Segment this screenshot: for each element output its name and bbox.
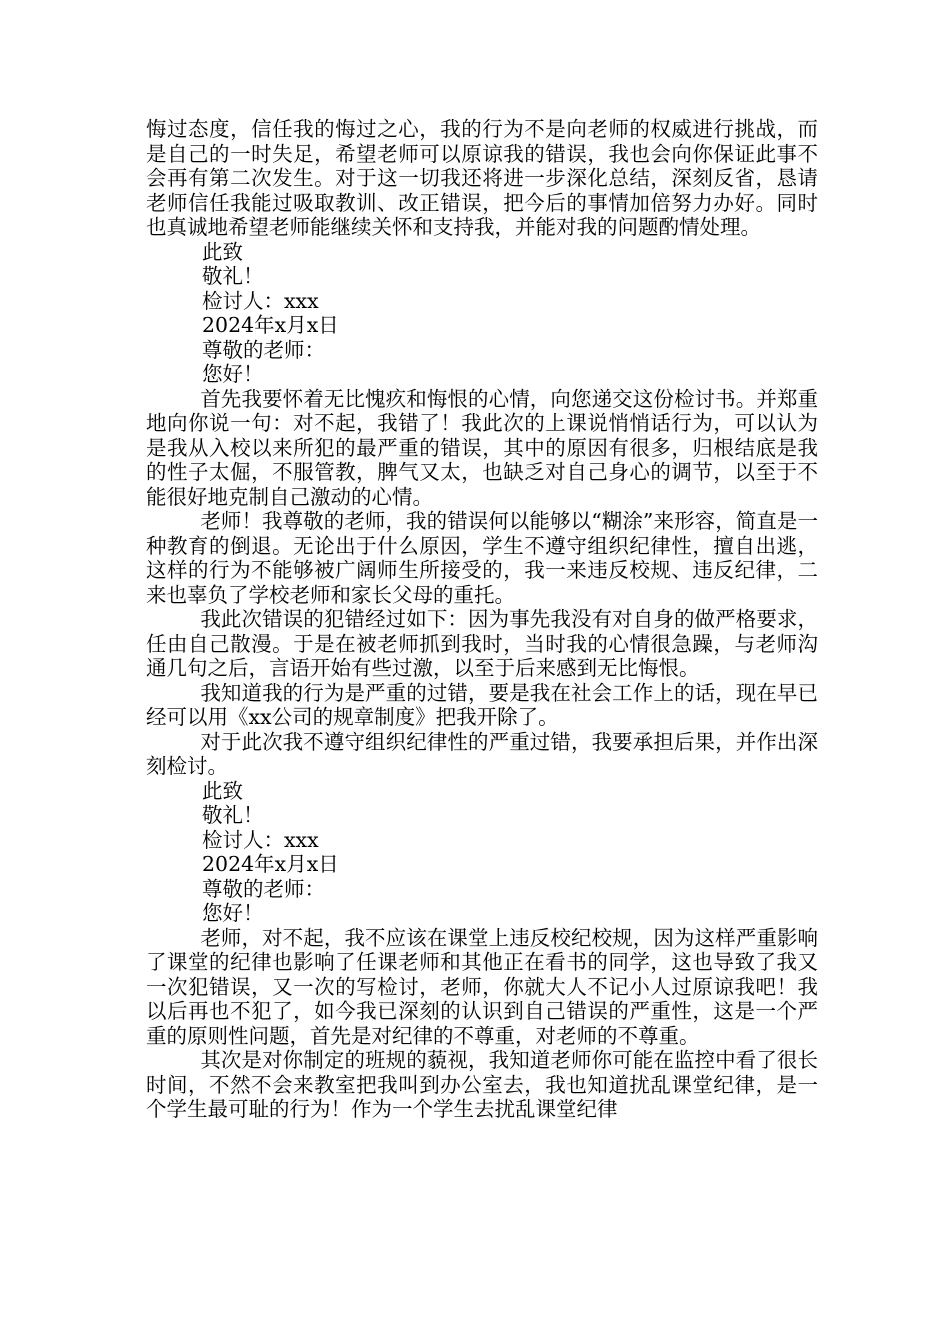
paragraph: 我知道我的行为是严重的过错，要是我在社会工作上的话，现在早已经可以用《xx公司的规章制度》把我开除了。 <box>146 680 818 729</box>
closing-regards: 敬礼！ <box>202 264 264 288</box>
paragraph: 首先我要怀着无比愧疚和悔恨的心情，向您递交这份检讨书。并郑重地向你说一句：对不起，我错了！我此次的上课说悄悄话行为，可以认为是我从入校以来所犯的最严重的错误，其中的原因有很多，归根结底是我的性子太倔，不服管教，脾气又太，也缺乏对自己身心的调节，以至于不能很好地克制自己激动的心情。 <box>146 386 818 509</box>
greeting: 您好！ <box>202 901 264 925</box>
closing-salutation: 此致 <box>202 239 243 264</box>
date-line: 2024年x月x日 <box>202 313 339 337</box>
paragraph: 老师，对不起，我不应该在课堂上违反校纪校规，因为这样严重影响了课堂的纪律也影响了任课老师和其他正在看书的同学，这也导致了我又一次犯错误，又一次的写检讨，老师，你就大人不记小人过原谅我吧！我以后再也不犯了，如今我已深刻的认识到自己错误的严重性，这是一个严重的原则性问题，首先是对纪律的不尊重，对老师的不尊重。 <box>146 925 818 1048</box>
greeting: 您好！ <box>202 362 264 386</box>
greeting-recipient: 尊敬的老师： <box>202 876 325 901</box>
paragraph: 悔过态度，信任我的悔过之心，我的行为不是向老师的权威进行挑战，而是自己的一时失足，希望老师可以原谅我的错误，我也会向你保证此事不会再有第二次发生。对于这一切我还将进一步深化总结，深刻反省，恳请老师信任我能过吸取教训、改正错误，把今后的事情加倍努力办好。同时也真诚地希望老师能继续关怀和支持我，并能对我的问题酌情处理。 <box>146 117 818 239</box>
date-line: 2024年x月x日 <box>202 852 339 876</box>
paragraph: 老师！我尊敬的老师，我的错误何以能够以“糊涂”来形容，简直是一种教育的倒退。无论出于什么原因，学生不遵守组织纪律性，擅自出逃，这样的行为不能够被广阔师生所接受的，我一来违反校规、违反纪律，二来也辜负了学校老师和家长父母的重托。 <box>146 509 818 607</box>
paragraph: 对于此次我不遵守组织纪律性的严重过错，我要承担后果，并作出深刻检讨。 <box>146 729 818 778</box>
closing-regards: 敬礼！ <box>202 803 264 827</box>
paragraph: 其次是对你制定的班规的藐视，我知道老师你可能在监控中看了很长时间，不然不会来教室把我叫到办公室去，我也知道扰乱课堂纪律，是一个学生最可耻的行为！作为一个学生去扰乱课堂纪律 <box>146 1048 818 1121</box>
signature-line: 检讨人：xxx <box>202 288 319 313</box>
greeting-recipient: 尊敬的老师： <box>202 337 325 362</box>
paragraph: 我此次错误的犯错经过如下：因为事先我没有对自身的做严格要求，任由自己散漫。于是在被老师抓到我时，当时我的心情很急躁，与老师沟通几句之后，言语开始有些过激，以至于后来感到无比悔恨。 <box>146 607 818 680</box>
closing-salutation: 此致 <box>202 778 243 803</box>
document-page <box>146 117 818 1122</box>
signature-line: 检讨人：xxx <box>202 827 319 852</box>
